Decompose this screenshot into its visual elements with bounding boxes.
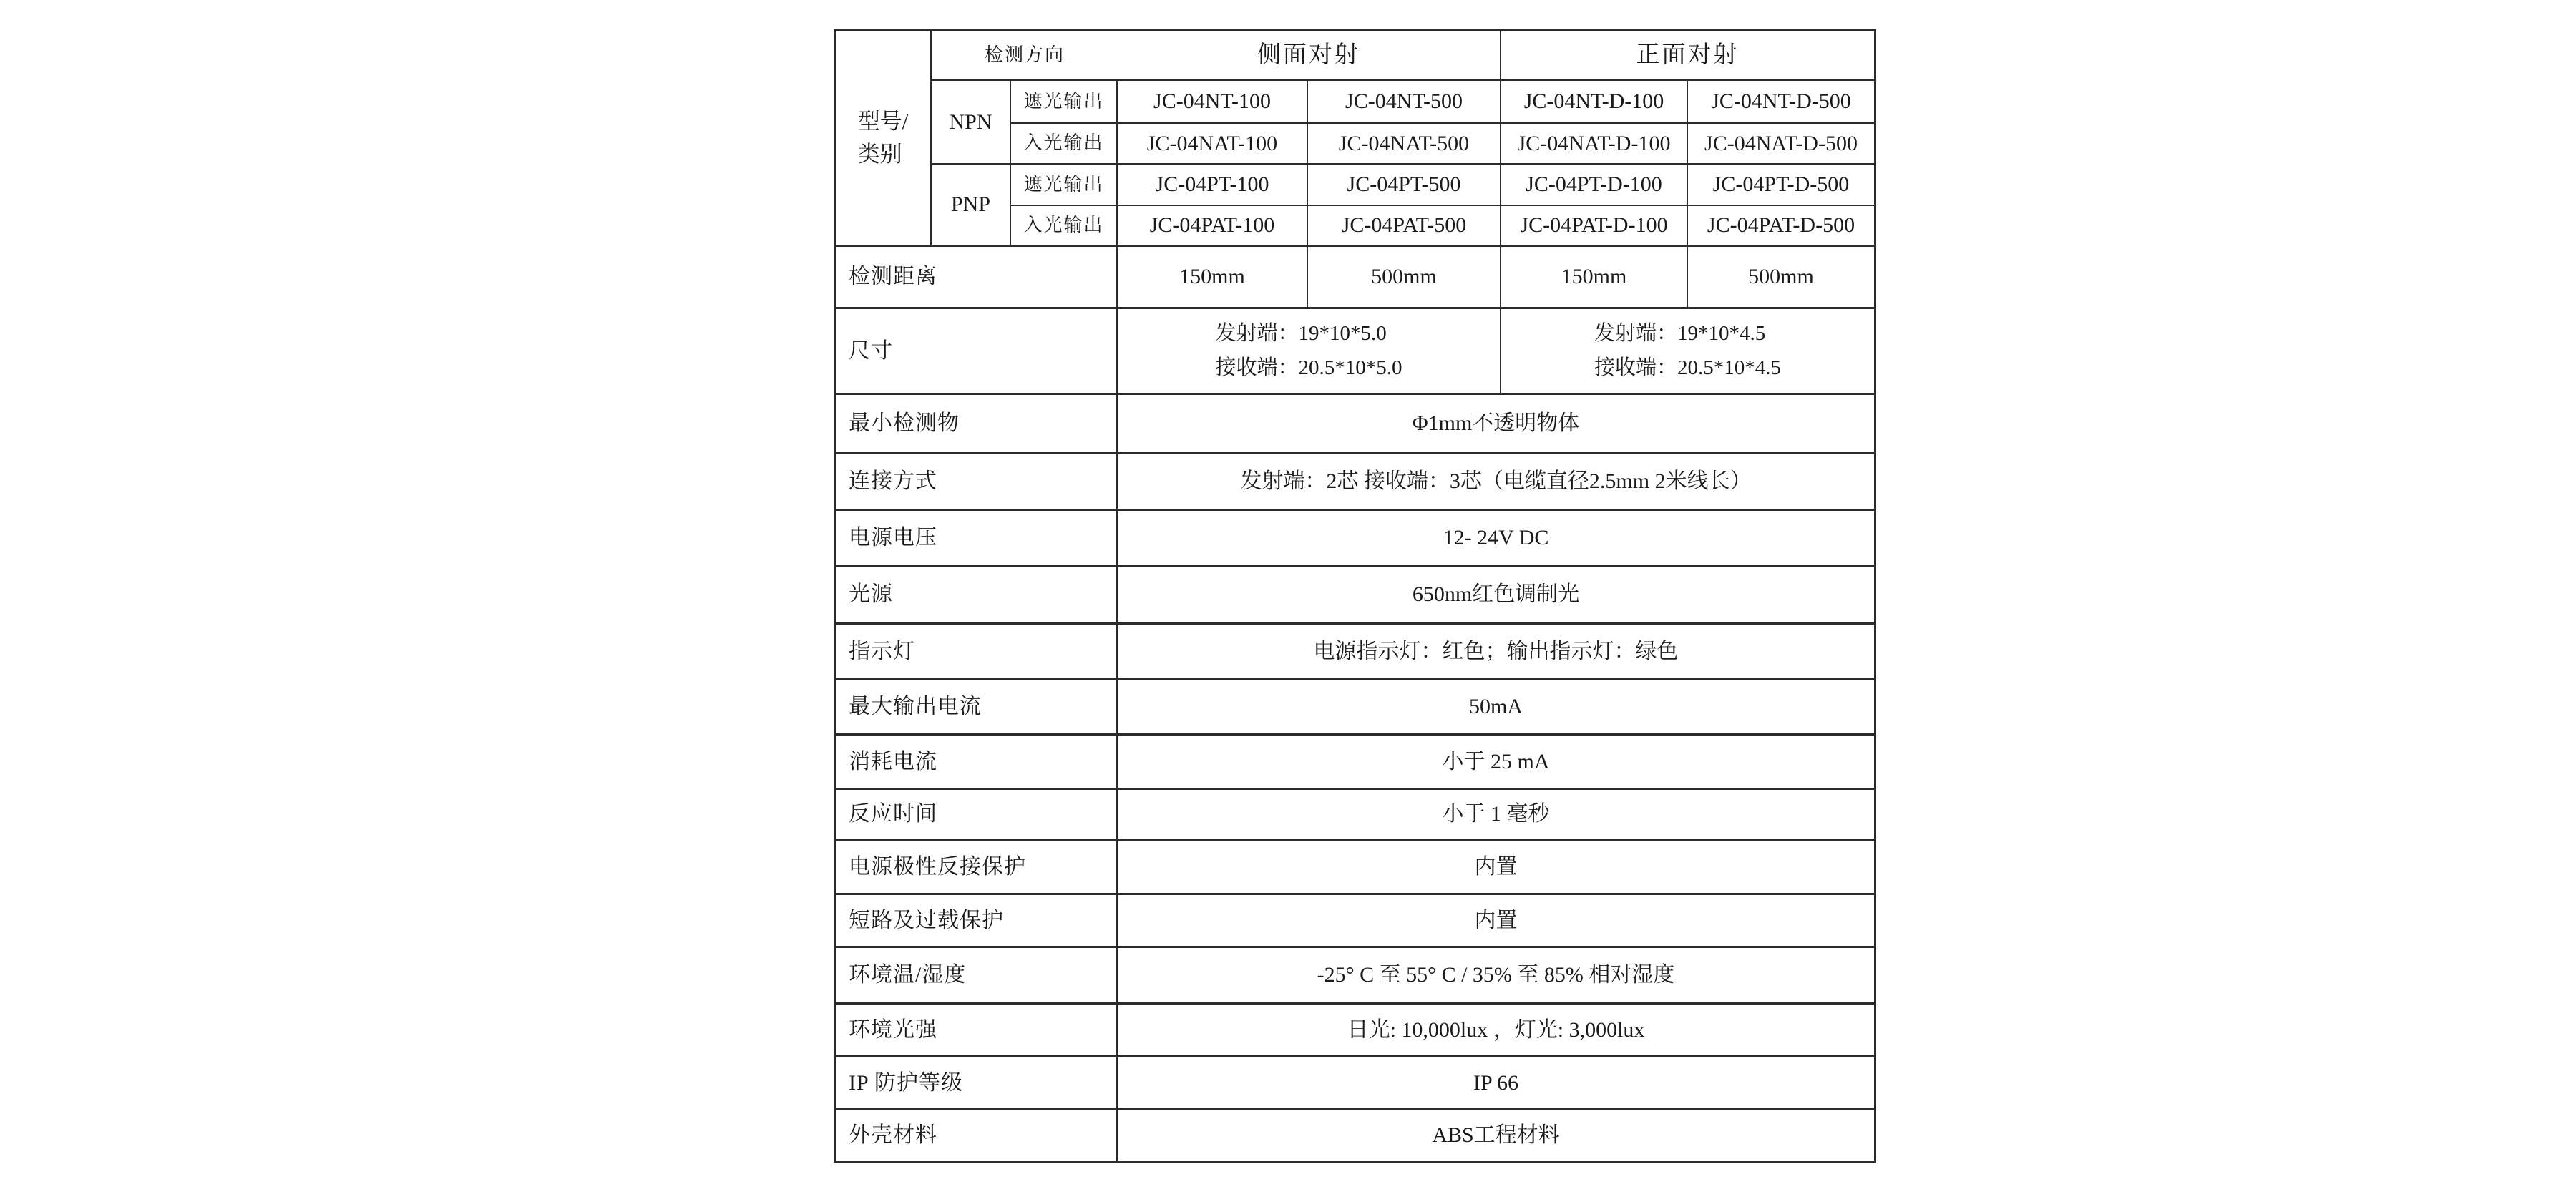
- spec-row-value: 小于 25 mA: [1118, 736, 1874, 790]
- spec-row-value: -25° C 至 55° C / 35% 至 85% 相对湿度: [1118, 948, 1874, 1005]
- model-cell-npn-light-0: JC-04NAT-100: [1118, 124, 1308, 165]
- model-cell-pnp-dark-1: JC-04PT-500: [1308, 165, 1501, 206]
- dimensions-side-line2: 接收端：20.5*10*5.0: [1215, 356, 1402, 379]
- spec-row-value: 650nm红色调制光: [1118, 567, 1874, 625]
- header-side-beam: 侧面对射: [1118, 31, 1501, 81]
- light-on-output-label-pnp: 入光输出: [1011, 206, 1118, 247]
- model-cell-pnp-light-1: JC-04PAT-500: [1308, 206, 1501, 247]
- model-cell-npn-light-3: JC-04NAT-D-500: [1688, 124, 1874, 165]
- spec-row-label: 电源极性反接保护: [836, 841, 1118, 895]
- spec-row-value: 12- 24V DC: [1118, 511, 1874, 567]
- header-model-category: [836, 31, 932, 247]
- dimensions-front-line1: 发射端：19*10*4.5: [1594, 321, 1766, 345]
- dimensions-side-line1: 发射端：19*10*5.0: [1215, 321, 1387, 345]
- spec-row-label: 环境温/湿度: [836, 948, 1118, 1005]
- spec-row-label: 光源: [836, 567, 1118, 625]
- spec-row-label: 连接方式: [836, 454, 1118, 511]
- spec-row-value: 电源指示灯：红色；输出指示灯：绿色: [1118, 625, 1874, 680]
- distance-value-cell-0: 150mm: [1118, 247, 1308, 309]
- model-cell-npn-light-2: JC-04NAT-D-100: [1501, 124, 1688, 165]
- dimensions-side-cell: [1118, 309, 1501, 395]
- model-cell-npn-light-1: JC-04NAT-500: [1308, 124, 1501, 165]
- spec-row-value: 内置: [1118, 895, 1874, 948]
- dark-on-output-label-npn: 遮光输出: [1011, 81, 1118, 124]
- header-detect-direction: 检测方向: [932, 31, 1118, 81]
- spec-table: [834, 29, 1876, 1163]
- model-cell-pnp-light-3: JC-04PAT-D-500: [1688, 206, 1874, 247]
- model-cell-npn-dark-3: JC-04NT-D-500: [1688, 81, 1874, 124]
- model-cell-npn-dark-1: JC-04NT-500: [1308, 81, 1501, 124]
- spec-row-label: 最大输出电流: [836, 680, 1118, 736]
- model-cell-pnp-light-2: JC-04PAT-D-100: [1501, 206, 1688, 247]
- spec-row-value: IP 66: [1118, 1057, 1874, 1110]
- spec-row-label: 外壳材料: [836, 1110, 1118, 1161]
- spec-row-label: 指示灯: [836, 625, 1118, 680]
- model-cell-npn-dark-2: JC-04NT-D-100: [1501, 81, 1688, 124]
- distance-value-cell-1: 500mm: [1308, 247, 1501, 309]
- dark-on-output-label-pnp: 遮光输出: [1011, 165, 1118, 206]
- spec-row-label: 短路及过载保护: [836, 895, 1118, 948]
- spec-row-value: Φ1mm不透明物体: [1118, 395, 1874, 454]
- detect-distance-label: 检测距离: [836, 247, 1118, 309]
- pnp-group-label: PNP: [932, 165, 1011, 247]
- spec-row-value: 50mA: [1118, 680, 1874, 736]
- spec-row-label: 电源电压: [836, 511, 1118, 567]
- spec-row-value: 发射端：2芯 接收端：3芯（电缆直径2.5mm 2米线长）: [1118, 454, 1874, 511]
- spec-row-label: 反应时间: [836, 790, 1118, 841]
- model-cell-pnp-dark-0: JC-04PT-100: [1118, 165, 1308, 206]
- npn-group-label: NPN: [932, 81, 1011, 165]
- model-category-line1: 型号/: [857, 108, 909, 134]
- spec-row-label: 消耗电流: [836, 736, 1118, 790]
- model-cell-pnp-dark-3: JC-04PT-D-500: [1688, 165, 1874, 206]
- spec-row-label: 环境光强: [836, 1005, 1118, 1057]
- light-on-output-label-npn: 入光输出: [1011, 124, 1118, 165]
- model-cell-pnp-dark-2: JC-04PT-D-100: [1501, 165, 1688, 206]
- spec-row-value: 内置: [1118, 841, 1874, 895]
- model-cell-npn-dark-0: JC-04NT-100: [1118, 81, 1308, 124]
- spec-row-label: 最小检测物: [836, 395, 1118, 454]
- dimensions-front-cell: [1501, 309, 1874, 395]
- dimensions-label: 尺寸: [836, 309, 1118, 395]
- model-category-line2: 类别: [857, 142, 902, 167]
- spec-row-value: 小于 1 毫秒: [1118, 790, 1874, 841]
- dimensions-front-line2: 接收端：20.5*10*4.5: [1594, 356, 1781, 379]
- spec-row-value: 日光: 10,000lux ，灯光: 3,000lux: [1118, 1005, 1874, 1057]
- model-cell-pnp-light-0: JC-04PAT-100: [1118, 206, 1308, 247]
- spec-row-value: ABS工程材料: [1432, 1123, 1560, 1148]
- header-front-beam: 正面对射: [1501, 31, 1874, 81]
- distance-value-cell-2: 150mm: [1501, 247, 1688, 309]
- distance-value-cell-3: 500mm: [1688, 247, 1874, 309]
- spec-row-label: IP 防护等级: [836, 1057, 1118, 1110]
